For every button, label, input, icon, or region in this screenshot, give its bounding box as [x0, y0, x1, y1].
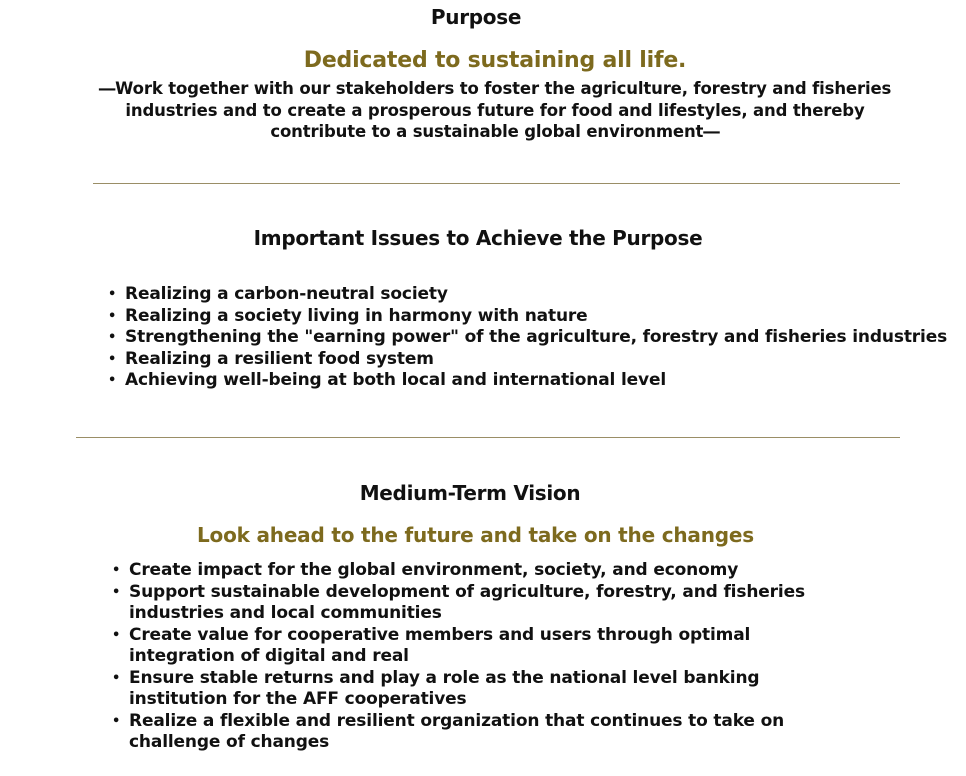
purpose-statement	[60, 78, 930, 143]
issue-item: • Realizing a resilient food system	[106, 349, 956, 371]
issue-item: • Realizing a society living in harmony with nature	[106, 306, 956, 328]
issues-list	[106, 284, 956, 392]
vision-heading: Medium-Term Vision	[359, 481, 581, 505]
purpose-statement-line: ―Work together with our stakeholders to foster the agriculture, forestry and fisheries	[98, 79, 892, 98]
issues-heading: Important Issues to Achieve the Purpose	[253, 226, 703, 250]
purpose-heading: Purpose	[430, 5, 522, 29]
divider-top	[93, 183, 900, 184]
vision-item: • Realize a flexible and resilient organization that continues to take on challenge of changes	[110, 711, 855, 754]
purpose-headline: Dedicated to sustaining all life.	[303, 48, 687, 73]
issue-item: • Achieving well-being at both local and international level	[106, 370, 956, 392]
purpose-statement-line: industries and to create a prosperous future for food and lifestyles, and thereby	[125, 100, 865, 120]
vision-item: • Ensure stable returns and play a role as the national level banking institution for the AFF cooperatives	[110, 668, 855, 711]
issue-item: • Realizing a carbon-neutral society	[106, 284, 956, 306]
divider-middle	[76, 437, 900, 438]
vision-item: • Support sustainable development of agriculture, forestry, and fisheries industries and local communities	[110, 582, 855, 625]
vision-item: • Create impact for the global environment, society, and economy	[110, 560, 855, 582]
vision-list	[110, 560, 855, 754]
vision-headline: Look ahead to the future and take on the changes	[197, 523, 754, 547]
purpose-statement-line: contribute to a sustainable global environment―	[270, 122, 720, 141]
vision-item: • Create value for cooperative members and users through optimal integration of digital and real	[110, 625, 855, 668]
issue-item: • Strengthening the "earning power" of the agriculture, forestry and fisheries industries	[106, 327, 956, 349]
